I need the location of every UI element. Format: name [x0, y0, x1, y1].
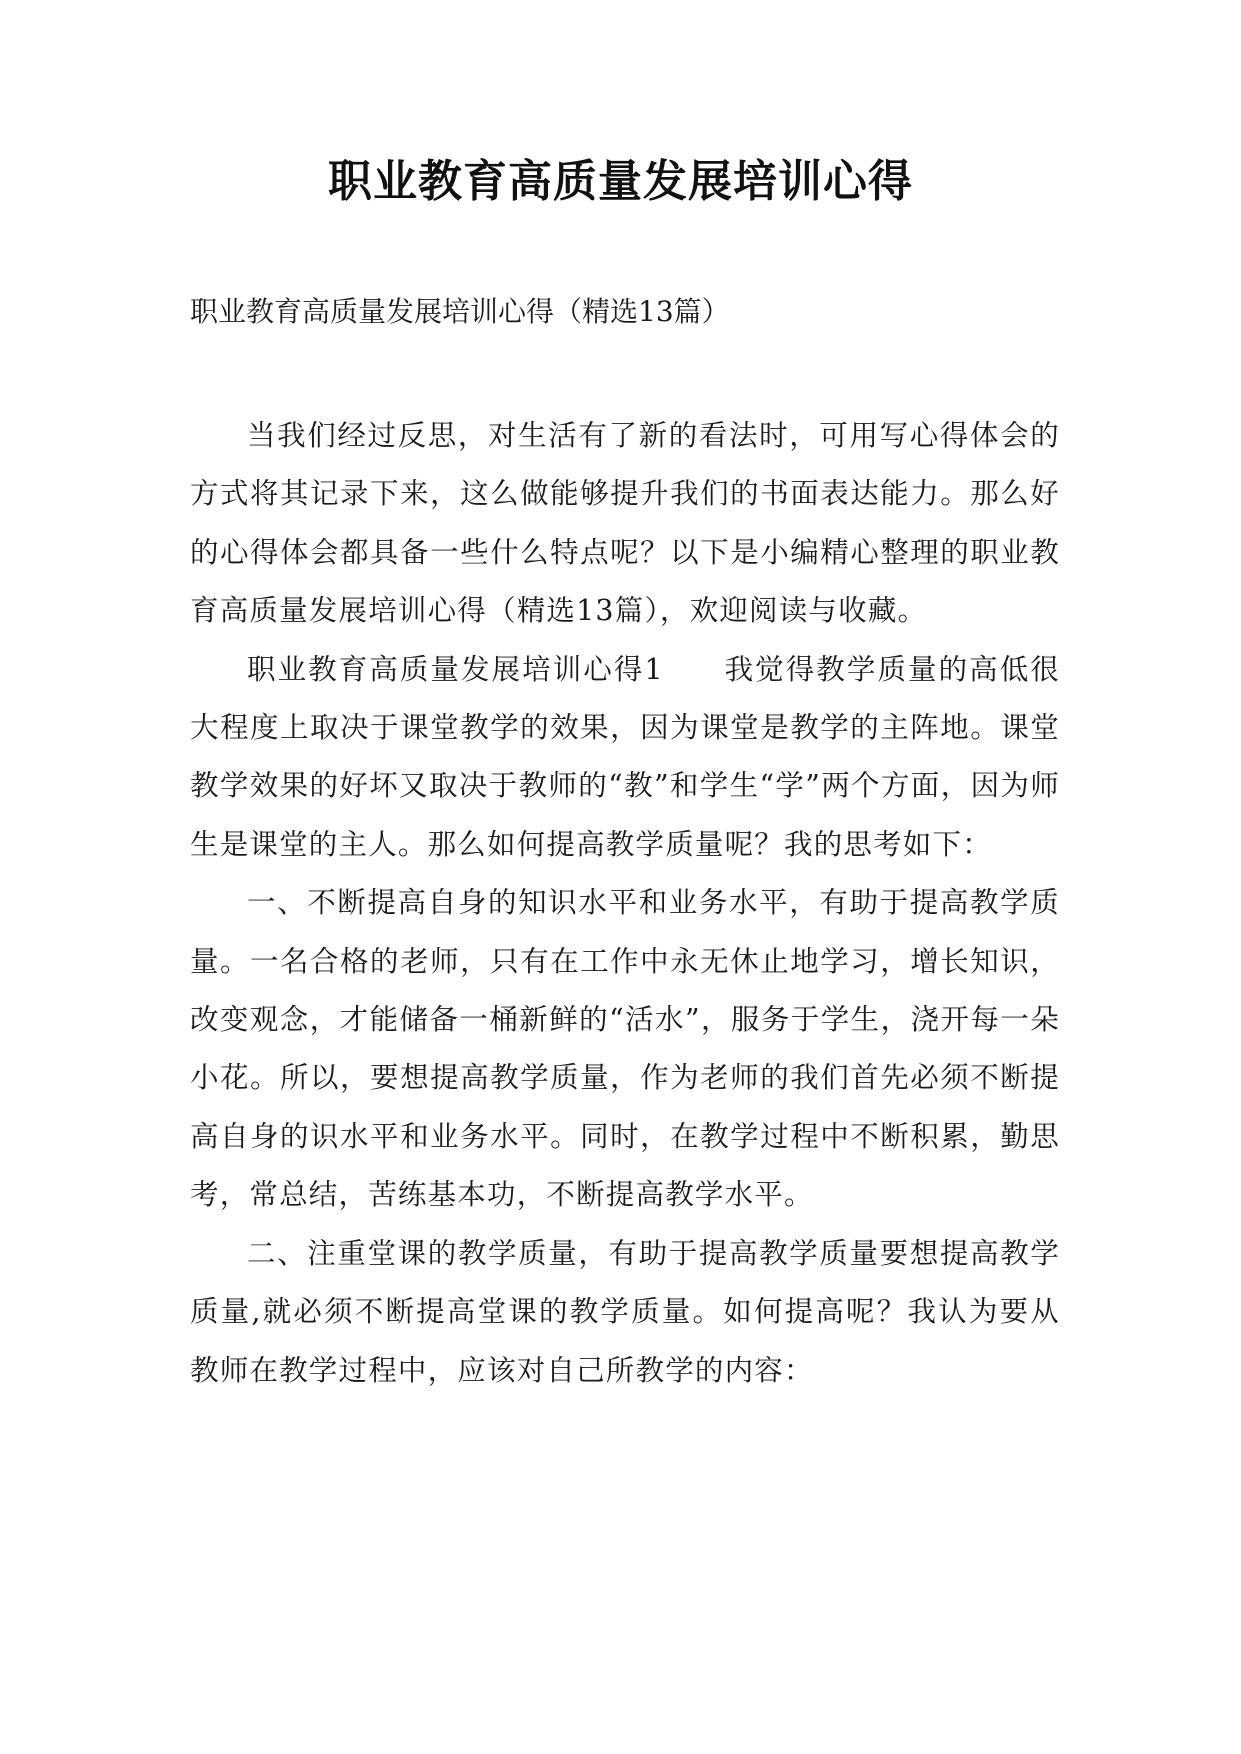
- document-body: [190, 407, 1060, 1400]
- section-1-paragraph: [190, 641, 1060, 875]
- section-1-heading: 职业教育高质量发展培训心得1: [247, 652, 664, 686]
- point-1-paragraph: 一、不断提高自身的知识水平和业务水平，有助于提高教学质量。一名合格的老师，只有在工作中永无休止地学习，增长知识，改变观念，才能储备一桶新鲜的“活水”，服务于学生，浇开每一朵小花。所以，要想提高教学质量，作为老师的我们首先必须不断提高自身的识水平和业务水平。同时，在教学过程中不断积累，勤思考，常总结，苦练基本功，不断提高教学水平。: [190, 886, 1060, 1212]
- point-2-paragraph: 二、注重堂课的教学质量，有助于提高教学质量要想提高教学质量,就必须不断提高堂课的教学质量。如何提高呢？我认为要从教师在教学过程中，应该对自己所教学的内容：: [190, 1236, 1060, 1387]
- document-title: 职业教育高质量发展培训心得: [328, 156, 913, 207]
- intro-paragraph: 当我们经过反思，对生活有了新的看法时，可用写心得体会的方式将其记录下来，这么做能够提升我们的书面表达能力。那么好的心得体会都具备一些什么特点呢？以下是小编精心整理的职业教育高质量发展培训心得（精选13篇），欢迎阅读与收藏。: [190, 419, 1060, 628]
- section-1-text: 我觉得教学质量的高低很大程度上取决于课堂教学的效果，因为课堂是教学的主阵地。课堂教学效果的好坏又取决于教师的“教”和学生“学”两个方面，因为师生是课堂的主人。那么如何提高教学质量呢？我的思考如下：: [190, 652, 1060, 861]
- document-subtitle: 职业教育高质量发展培训心得（精选13篇）: [190, 295, 730, 328]
